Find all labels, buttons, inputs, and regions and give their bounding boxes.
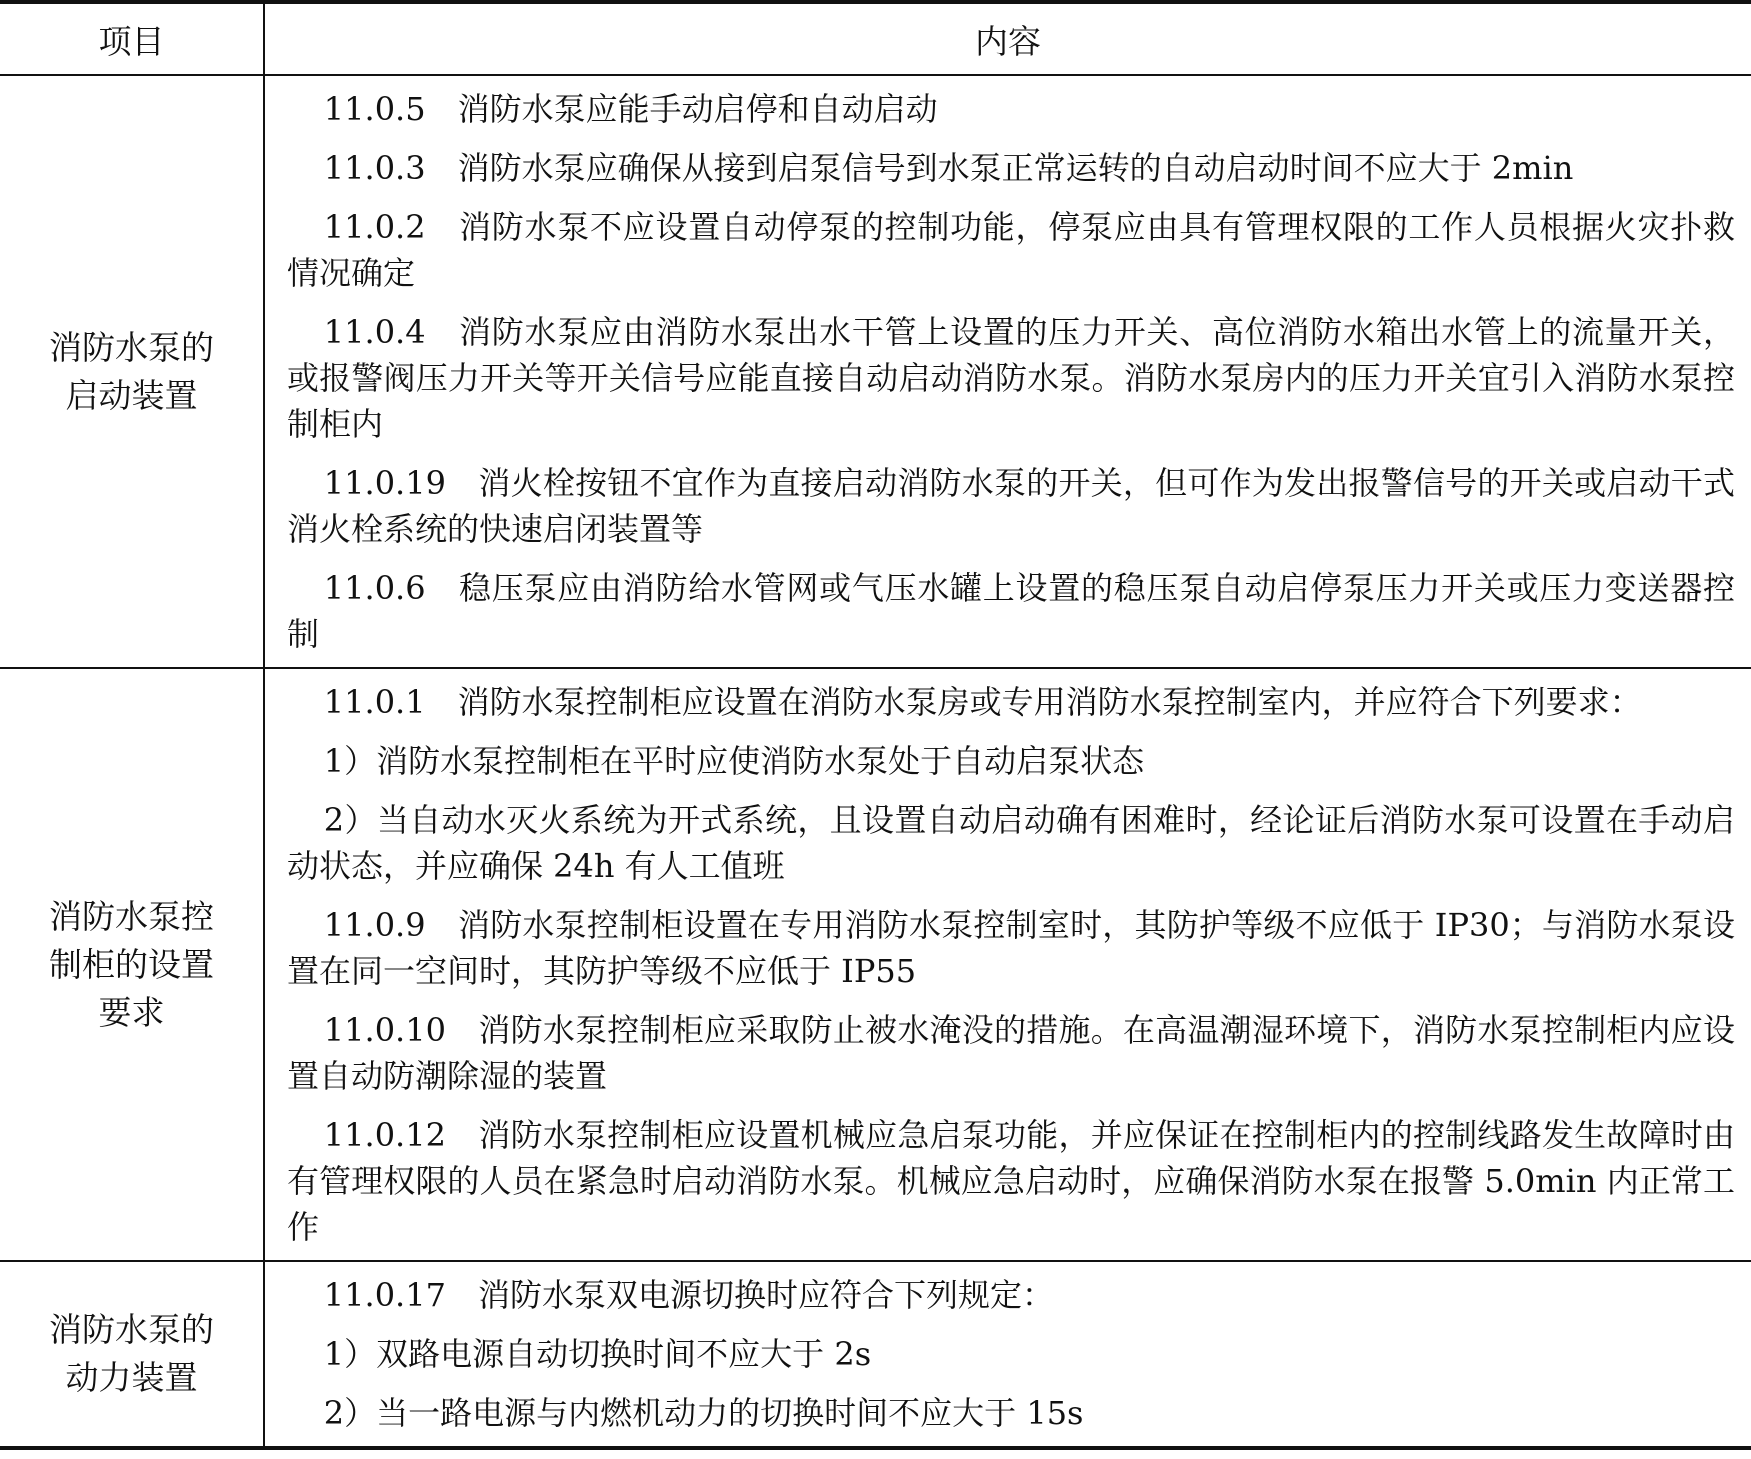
- content-paragraph: 11.0.12 消防水泵控制柜应设置机械应急启泵功能，并应保证在控制柜内的控制线路发生故障时由有管理权限的人员在紧急时启动消防水泵。机械应急启动时，应确保消防水泵在报警 5.0min 内正常工作: [287, 1116, 1735, 1246]
- content-paragraph: 11.0.4 消防水泵应由消防水泵出水干管上设置的压力开关、高位消防水箱出水管上的流量开关，或报警阀压力开关等开关信号应能直接自动启动消防水泵。消防水泵房内的压力开关宜引入消防水泵控制柜内: [287, 313, 1735, 443]
- table-body: [0, 75, 1751, 1448]
- row-item-line: 要求: [98, 992, 165, 1032]
- content-paragraph: 11.0.10 消防水泵控制柜应采取防止被水淹没的措施。在高温潮湿环境下，消防水泵控制柜内应设置自动防潮除湿的装置: [287, 1011, 1735, 1095]
- content-paragraph: 11.0.19 消火栓按钮不宜作为直接启动消防水泵的开关，但可作为发出报警信号的开关或启动干式消火栓系统的快速启闭装置等: [287, 464, 1735, 548]
- content-paragraph: 1）消防水泵控制柜在平时应使消防水泵处于自动启泵状态: [323, 742, 1145, 780]
- row-content-cell: [264, 668, 1751, 1261]
- header-row: [0, 2, 1751, 75]
- row-item-line: 动力装置: [65, 1358, 198, 1397]
- row-content: [265, 76, 1751, 667]
- content-paragraph: 2）当自动水灭火系统为开式系统，且设置自动启动确有困难时，经论证后消防水泵可设置在手动启动状态，并应确保 24h 有人工值班: [287, 801, 1735, 885]
- content-paragraph: 2）当一路电源与内燃机动力的切换时间不应大于 15s: [323, 1394, 1084, 1432]
- content-paragraph: 11.0.17 消防水泵双电源切换时应符合下列规定：: [323, 1276, 1054, 1314]
- row-item-line: 消防水泵的: [49, 327, 214, 367]
- row-item-line: 消防水泵控: [49, 896, 214, 936]
- header-content: 内容: [264, 2, 1751, 75]
- content-paragraph: 11.0.5 消防水泵应能手动启停和自动启动: [323, 90, 938, 128]
- content-paragraph: 1）双路电源自动切换时间不应大于 2s: [323, 1335, 872, 1373]
- content-paragraph: 11.0.3 消防水泵应确保从接到启泵信号到水泵正常运转的自动启动时间不应大于 2min: [323, 149, 1574, 187]
- table-row: [0, 668, 1751, 1261]
- row-item-label: [0, 1261, 264, 1448]
- row-content: [265, 669, 1751, 1260]
- row-item-line: 消防水泵的: [49, 1310, 214, 1349]
- content-paragraph: 11.0.1 消防水泵控制柜应设置在消防水泵房或专用消防水泵控制室内，并应符合下列要求：: [323, 683, 1642, 721]
- row-item-label: [0, 75, 264, 668]
- row-item-line: 制柜的设置: [49, 944, 214, 984]
- row-item-label: [0, 668, 264, 1261]
- row-content-cell: [264, 75, 1751, 668]
- row-content: [265, 1262, 1751, 1446]
- header-item: 项目: [0, 2, 264, 75]
- table-row: [0, 75, 1751, 668]
- content-paragraph: 11.0.6 稳压泵应由消防给水管网或气压水罐上设置的稳压泵自动启停泵压力开关或压力变送器控制: [287, 569, 1735, 653]
- table-row: [0, 1261, 1751, 1448]
- content-paragraph: 11.0.2 消防水泵不应设置自动停泵的控制功能，停泵应由具有管理权限的工作人员根据火灾扑救情况确定: [287, 208, 1735, 292]
- row-item-line: 启动装置: [65, 375, 198, 415]
- content-paragraph: 11.0.9 消防水泵控制柜设置在专用消防水泵控制室时，其防护等级不应低于 IP30；与消防水泵设置在同一空间时，其防护等级不应低于 IP55: [287, 906, 1735, 990]
- row-content-cell: [264, 1261, 1751, 1448]
